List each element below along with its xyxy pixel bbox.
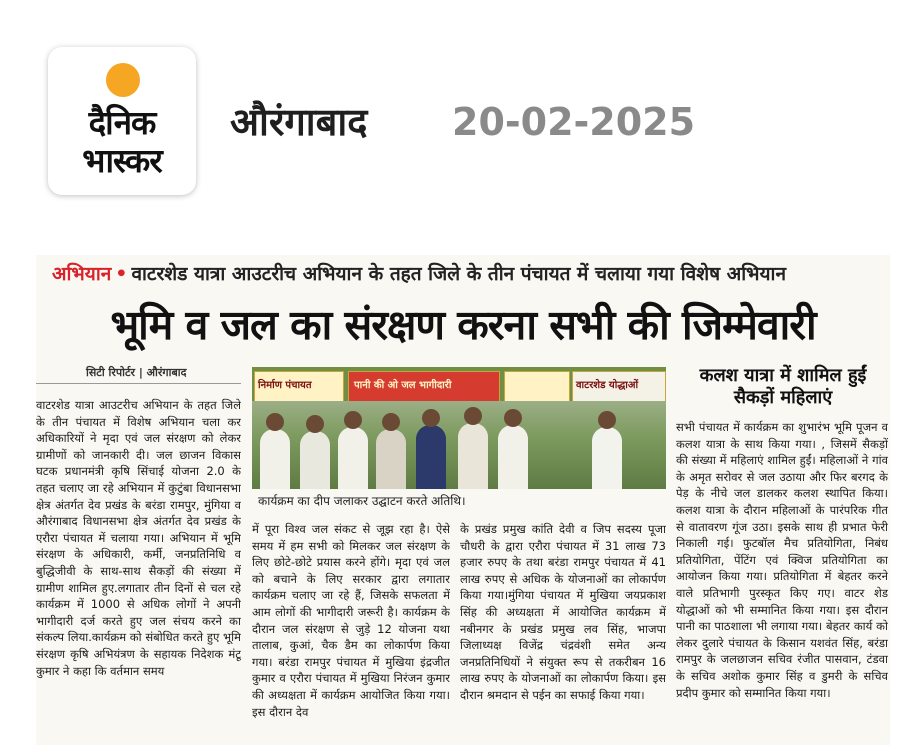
side-headline-line-1: कलश यात्रा में शामिल हुईं (699, 365, 867, 386)
person-figure (592, 427, 622, 489)
article-column-2: में पूरा विश्व जल संकट से जूझ रहा है। ऐसे समय में हम सभी को मिलकर जल संरक्षण के लिए छोटे-छोटे प्रयास करने होंगे। मृदा एवं जल को बचाने के लिए सरकार द्वारा लगातार कार्यक्रम चलाए जा रहे हैं, जिसके सफलता में आम लोगों की भागीदारी जरूरी है। कार्यक्रम के दौरान जल संरक्षण से जुड़े 12 योजना यथा तालाब, कुआं, चैक डैम का लोकार्पण किया गया। बरंडा रामपुर पंचायत में मुखिया इंद्रजीत कुमार व एरौरा पंचायत में मुखिया निरंजन कुमार की अध्यक्षता में कार्यक्रम आयोजित किया गया।इस दौरान देव (252, 522, 450, 719)
person-head (344, 411, 362, 429)
side-headline (676, 365, 890, 409)
person-head (598, 411, 616, 429)
kicker-label: अभियान (52, 263, 112, 285)
edition-city: औरंगाबाद (230, 100, 368, 144)
sun-icon (106, 63, 140, 97)
photo-banner-text: निर्माण पंचायत (258, 380, 312, 391)
article-headline: भूमि व जल का संरक्षण करना सभी की जिम्मेवारी (110, 301, 816, 349)
edition-date: 20-02-2025 (452, 100, 696, 144)
person-figure (300, 431, 330, 489)
photo-banner-text: पानी की ओ जल भागीदारी (354, 380, 452, 391)
person-head (306, 415, 324, 433)
photo-crowd (252, 401, 666, 489)
divider (36, 383, 241, 384)
person-figure (458, 423, 488, 489)
person-head (422, 409, 440, 427)
newspaper-clipping (36, 255, 890, 745)
person-head (504, 409, 522, 427)
person-figure (338, 427, 368, 489)
page-header (0, 0, 904, 232)
person-head (266, 413, 284, 431)
article-column-3: के प्रखंड प्रमुख कांति देवी व जिप सदस्य पूजा चौधरी के द्वारा एरौरा पंचायत में 31 लाख 73 हजार रुपए के तथा बरंडा रामपुर पंचायत में 41 लाख रुपए से अधिक के योजनाओं का लोकार्पण किया गया।मुंगिया पंचायत में मुखिया जयप्रकाश सिंह की अध्यक्षता में आयोजित कार्यक्रम में नबीनगर के प्रखंड प्रमुख लव सिंह, भाजपा जिलाध्यक्ष विजेंद्र चंद्रवंशी समेत अन्य जनप्रतिनिधियों ने संयुक्त रूप से तकरीबन 16 लाख रुपए के योजनाओं का लोकार्पण किया। इस दौरान श्रमदान से पईन का सफाई किया गया। (460, 522, 666, 702)
dainik-bhaskar-logo (48, 47, 196, 195)
person-head (382, 413, 400, 431)
kicker-bullet: • (115, 263, 128, 285)
event-photo (252, 367, 666, 489)
photo-banner (504, 371, 570, 403)
photo-caption: कार्यक्रम का दीप जलाकर उद्घाटन करते अतिथि। (258, 494, 466, 508)
kicker-text: वाटरशेड यात्रा आउटरीच अभियान के तहत जिले के तीन पंचायत में चलाया गया विशेष अभियान (131, 263, 786, 285)
article-kicker (52, 261, 786, 287)
person-head (464, 407, 482, 425)
side-headline-line-2: सैकड़ों महिलाएं (733, 387, 833, 408)
article-column-4: सभी पंचायत में कार्यक्रम का शुभारंभ भूमि पूजन व कलश यात्रा के साथ किया गया। , जिसमें सैकड़ों की संख्या में महिलाएं शामिल हुईं। महिलाओं ने गांव के अमृत सरोवर से जल उठाया और फिर बरगद के पेड़ के नीचे जल डालकर कलश स्थापित किया। कलश यात्रा के दौरान महिलाओं के पारंपरिक गीत से वातावरण गूंज उठा। इसके साथ ही प्रभात फेरी निकाली गई। फुटबॉल मैच प्रतियोगिता, निबंध प्रतियोगिता, पेंटिंग एवं क्विज प्रतियोगिता का आयोजन किया गया। प्रतियोगिता में बेहतर करने वाले प्रतिभागी पुरस्कृत किए गए। वाटर शेड योद्धाओं को भी सम्मानित किया गया। इस दौरान पानी का पाठशाला भी लगाया गया। बेहतर कार्य को लेकर दुलारे पंचायत के किसान यशवंत सिंह, बरंडा रामपुर के जलछाजन सचिव रंजीत पासवान, टंडवा के सचिव अशोक कुमार सिंह व डुमरी के सचिव प्रदीप कुमार को सम्मानित किया गया। (676, 420, 888, 700)
logo-line-1: दैनिक (88, 103, 156, 142)
photo-banner-text: वाटरशेड योद्धाओं (576, 380, 639, 391)
person-figure (376, 429, 406, 489)
person-figure (498, 425, 528, 489)
article-column-1: वाटरशेड यात्रा आउटरीच अभियान के तहत जिले के तीन पंचायत में विशेष अभियान चला कर अधिकारियों ने मृदा एवं जल संरक्षण को लेकर ग्रामीणों को जानकारी दी। जल छाजन विकास घटक प्रधानमंत्री कृषि सिंचाई योजना 2.0 के तहत चलाए जा रहे अभियान में कुटुंबा विधानसभा क्षेत्र अंतर्गत देव प्रखंड के बरंडा रामपुर, मुंगिया व औरंगाबाद विधानसभा क्षेत्र अंतर्गत देव प्रखंड के एरौरा पंचायत में चलाया गया। अभियान में भूमि संरक्षण के अधिकारी, कर्मी, जनप्रतिनिधि व बुद्धिजीवी के साथ-साथ सैकड़ों की संख्या में ग्रामीण शामिल हुए.लगातार तीन दिनों से चल रहे कार्यक्रम में 1000 से अधिक लोगों ने अपनी भागीदारी दर्ज करते हुए जल संचय करने का संकल्प लिया.कार्यक्रम को संबोधित करते हुए भूमि संरक्षण कृषि अभियंत्रण के सहायक निदेशक मंटू कुमार ने कहा कि वर्तमान समय (36, 398, 241, 678)
person-figure (416, 425, 446, 489)
logo-line-2: भास्कर (82, 141, 162, 180)
byline: सिटी रिपोर्टर | औरंगाबाद (86, 366, 187, 379)
person-figure (260, 429, 290, 489)
